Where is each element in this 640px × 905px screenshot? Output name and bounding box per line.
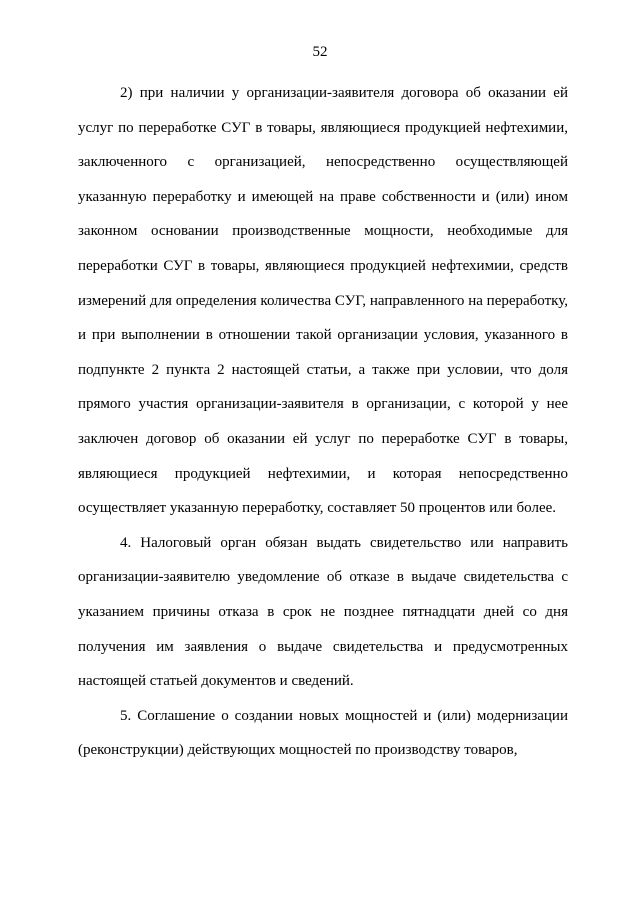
paragraph-item-2: 2) при наличии у организации-заявителя договора об оказании ей услуг по переработке СУГ в товары, являющиеся продукцией нефтехимии, заключенного с организацией, непосредственно осуществляющей указанную переработку и имеющей на праве собственности и (или) ином законном основании производственные мощности, необходимые для переработки СУГ в товары, являющиеся продукцией нефтехимии, средств измерений для определения количества СУГ, направленного на переработку, и при выполнении в отношении такой организации условия, указанного в подпункте 2 пункта 2 настоящей статьи, а также при условии, что доля прямого участия организации-заявителя в организации, с которой у нее заключен договор об оказании ей услуг по переработке СУГ в товары, являющиеся продукцией нефтехимии, и которая непосредственно осуществляет указанную переработку, составляет 50 процентов или более. [78,85,568,517]
paragraph-point-5: 5. Соглашение о создании новых мощностей и (или) модернизации (реконструкции) действующих мощностей по производству товаров, [78,707,568,759]
document-body [78,76,568,768]
paragraph-point-4: 4. Налоговый орган обязан выдать свидетельство или направить организации-заявителю уведомление об отказе в выдаче свидетельства с указанием причины отказа в срок не позднее пятнадцати дней со дня получения им заявления о выдаче свидетельства и предусмотренных настоящей статьей документов и сведений. [78,534,568,690]
page-number: 52 [312,44,328,60]
